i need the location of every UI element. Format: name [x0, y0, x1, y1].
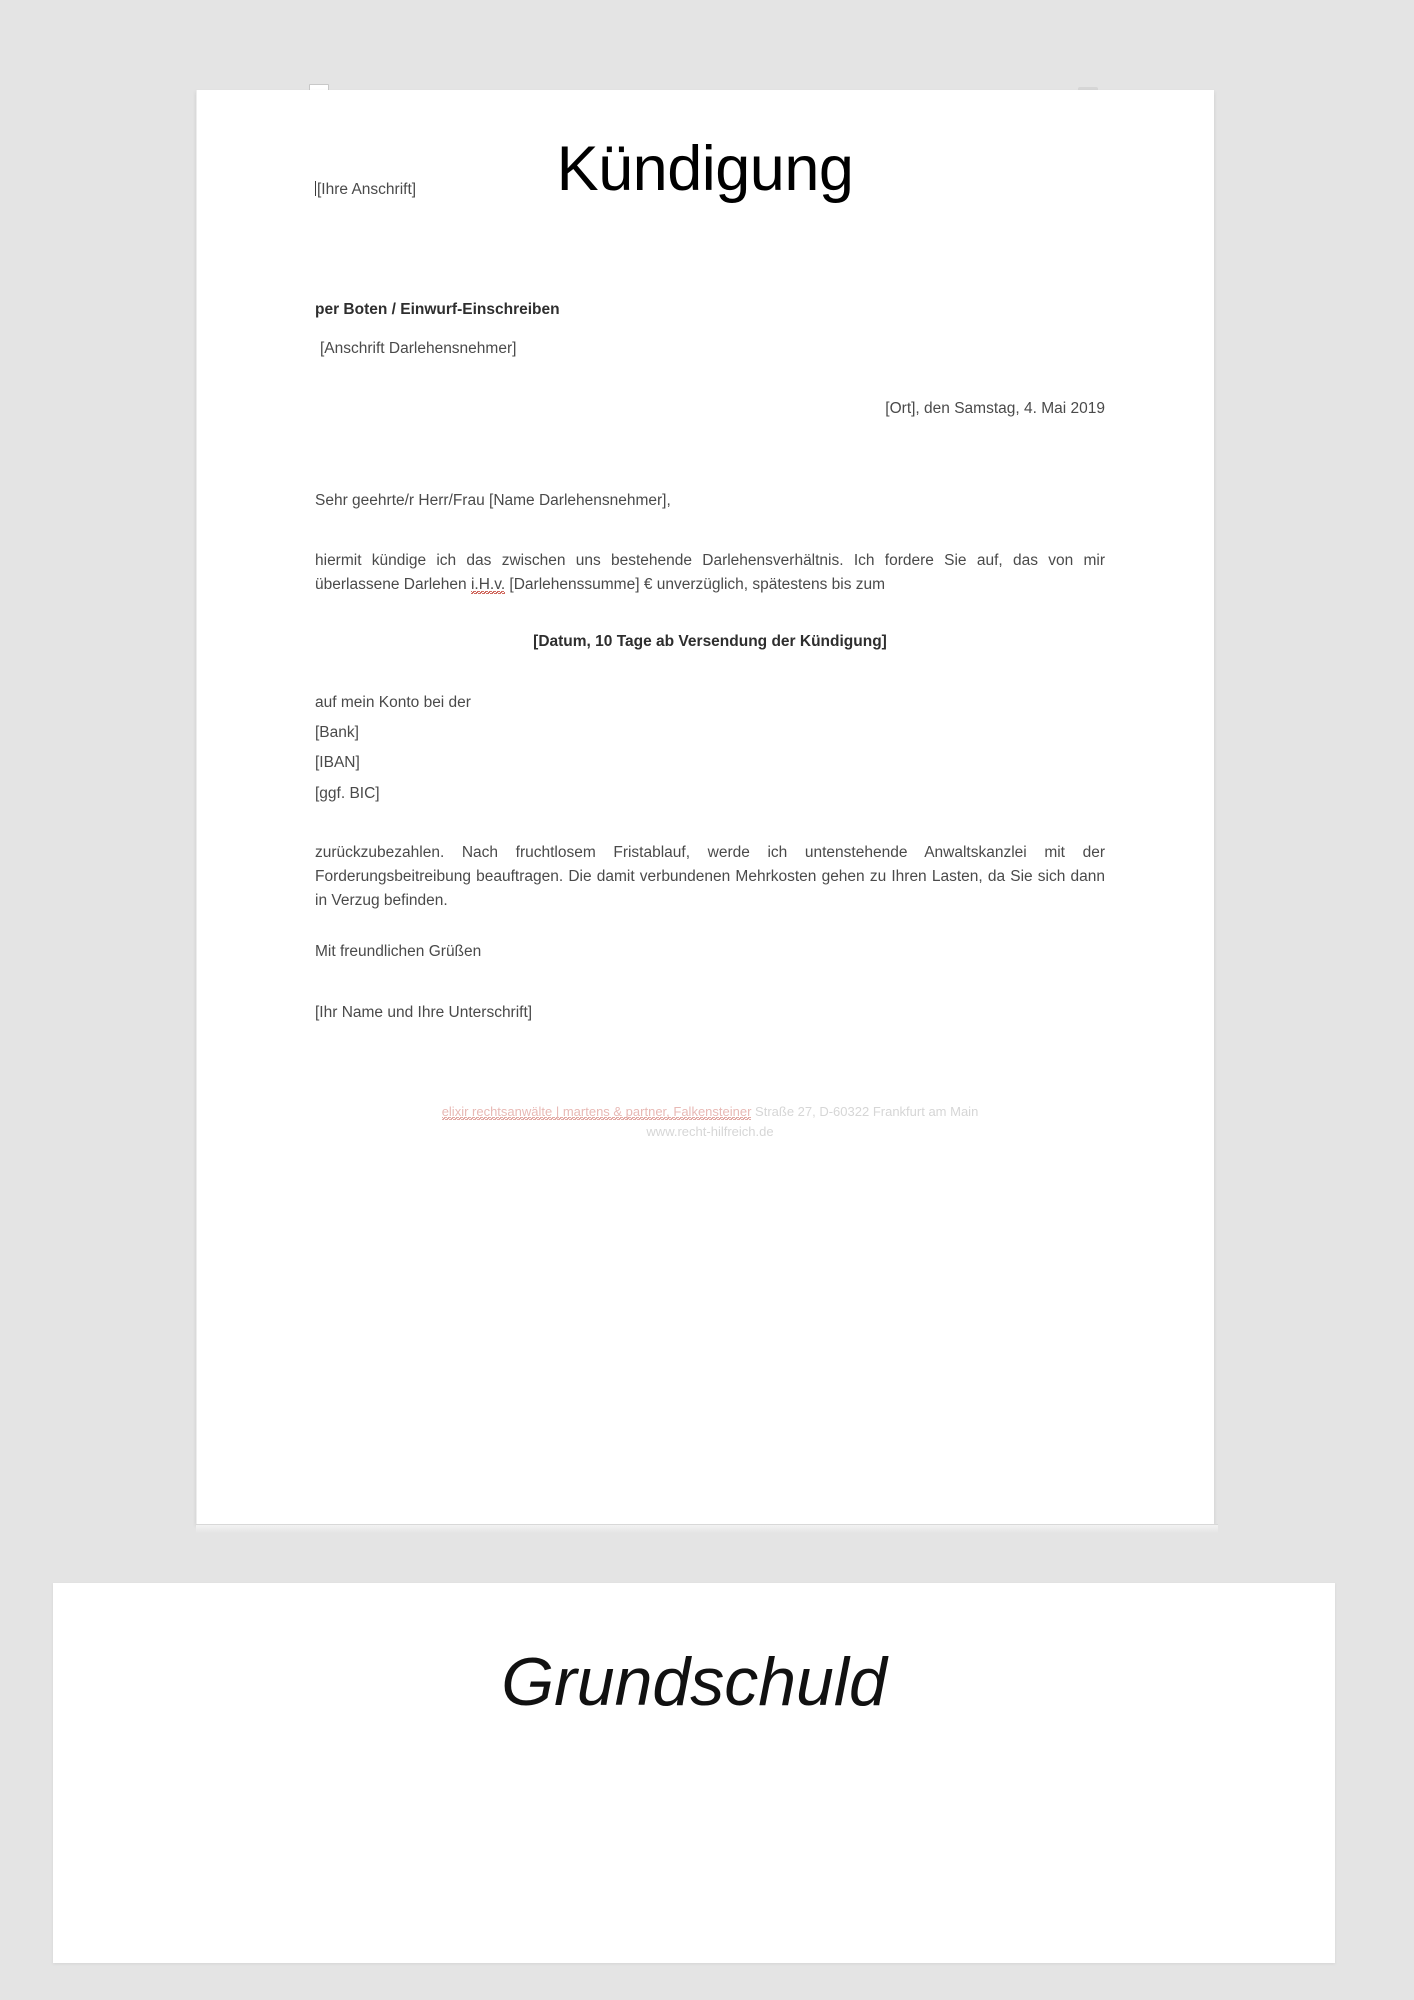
salutation-line: Sehr geehrte/r Herr/Frau [Name Darlehensnehmer],: [315, 492, 671, 509]
misspelled-word-ihv[interactable]: i.H.v.: [470, 576, 506, 594]
paragraph-one: [315, 549, 1105, 597]
date-line: [Ort], den Samstag, 4. Mai 2019: [885, 400, 1105, 417]
paragraph-two: zurückzubezahlen. Nach fruchtlosem Fristablauf, werde ich untenstehende Anwaltskanzlei mit der Forderungsbeitreibung beauftragen. Die damit verbundenen Mehrkosten gehen zu Ihren Lasten, da Sie sich dann in Verzug befinden.: [315, 844, 1105, 910]
footer-firm-misspelled[interactable]: elixir rechtsanwälte | martens & partner, Falkensteiner: [441, 1104, 752, 1119]
footer-address-line: [315, 1102, 1105, 1122]
closing-line: Mit freundlichen Grüßen: [315, 943, 482, 960]
paragraph-one-part-b: [Darlehenssumme] € unverzüglich, spätestens bis zum: [505, 576, 886, 594]
page-1-bottom-shadow: [196, 1524, 1218, 1533]
document-footer: [315, 1102, 1105, 1141]
account-intro-line: auf mein Konto bei der: [315, 694, 471, 711]
recipient-address-placeholder: [Anschrift Darlehensnehmer]: [320, 340, 517, 357]
page-title: Kündigung: [556, 134, 854, 204]
page-two-title: Grundschuld: [501, 1644, 887, 1720]
left-margin-rule: [196, 90, 197, 1524]
footer-website[interactable]: www.recht-hilfreich.de: [646, 1123, 774, 1139]
deadline-line: [Datum, 10 Tage ab Versendung der Kündigung]: [533, 633, 887, 650]
delivery-method-line: per Boten / Einwurf-Einschreiben: [315, 301, 560, 318]
sender-address-placeholder: [Ihre Anschrift]: [317, 181, 417, 198]
paragraph-one-part-a: hiermit kündige ich das zwischen uns bestehende Darlehensverhältnis. Ich fordere Sie auf, das von mir überlassene Darlehen: [315, 552, 1105, 594]
bank-placeholder: [Bank]: [315, 724, 359, 741]
document-page-1[interactable]: [196, 90, 1214, 1524]
text-caret: [315, 181, 316, 196]
sender-address-block[interactable]: [315, 178, 416, 202]
document-page-2[interactable]: [53, 1583, 1335, 1963]
footer-address-rest: Straße 27, D-60322 Frankfurt am Main: [751, 1104, 979, 1119]
bic-placeholder: [ggf. BIC]: [315, 785, 380, 802]
signature-placeholder: [Ihr Name und Ihre Unterschrift]: [315, 1004, 533, 1021]
iban-placeholder: [IBAN]: [315, 754, 360, 771]
